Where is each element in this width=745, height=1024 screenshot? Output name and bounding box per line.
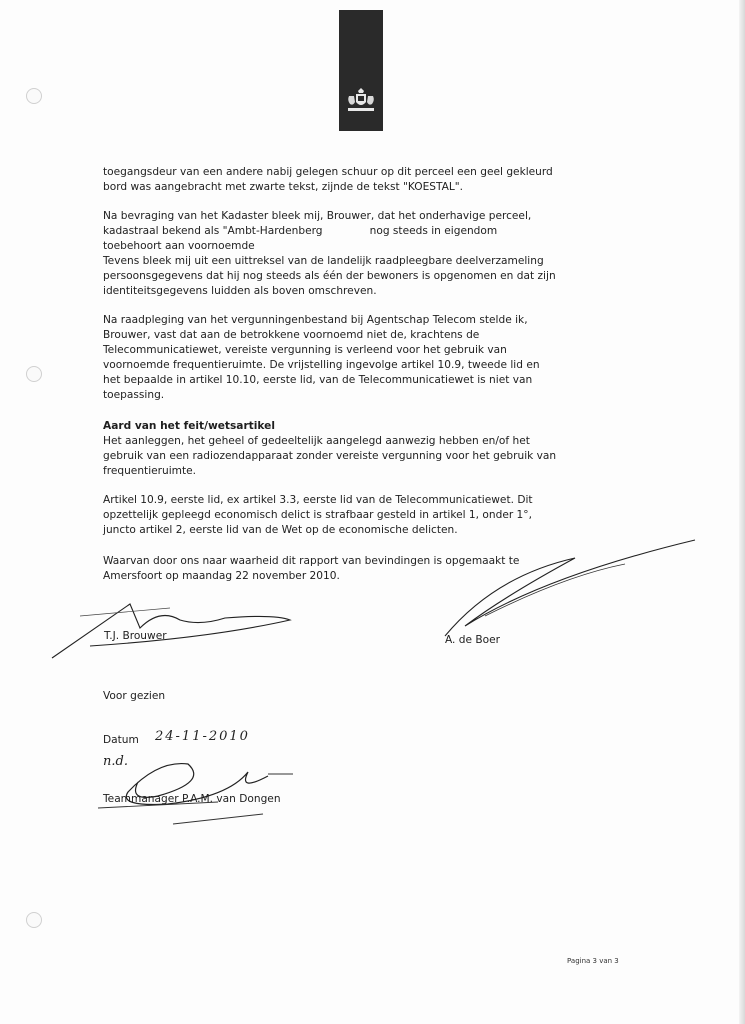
signature-de-boer bbox=[425, 536, 705, 646]
signer-brouwer: T.J. Brouwer bbox=[104, 630, 167, 642]
paragraph-vergunning: Na raadpleging van het vergunningenbestand bij Agentschap Telecom stelde ik, Brouwer, vast dat aan de betrokkene voornoemd niet de, krachtens de Telecommunicatiewet, vereiste vergunning is verleend voor het gebruik van voornoemde frequentieruimte. De vrijstelling ingevolge artikel 10.9, tweede lid en het bepaalde in artikel 10.10, eerste lid, van de Telecommunicatiewet is niet van toepassing. bbox=[103, 314, 540, 401]
government-logo-bar bbox=[339, 10, 383, 131]
section-heading: Aard van het feit/wetsartikel bbox=[103, 420, 275, 432]
royal-coat-of-arms-icon bbox=[345, 88, 377, 114]
voor-gezien-label: Voor gezien bbox=[103, 690, 166, 702]
datum-handwritten: 24-11-2010 bbox=[155, 729, 250, 744]
punch-hole-icon bbox=[26, 88, 42, 104]
signer-de-boer: A. de Boer bbox=[445, 634, 501, 646]
punch-hole-icon bbox=[26, 912, 42, 928]
signature-brouwer bbox=[50, 598, 300, 668]
punch-hole-icon bbox=[26, 366, 42, 382]
manager-signer: Teammanager P.A.M. van Dongen bbox=[103, 793, 281, 805]
paragraph-artikel: Artikel 10.9, eerste lid, ex artikel 3.3, eerste lid van de Telecommunicatiewet. Dit opzettelijk gepleegd economisch delict is strafbaar gesteld in artikel 1, onder 1°, juncto artikel 2, eerste lid van de Wet op de economische delicten. bbox=[103, 494, 533, 536]
report-body bbox=[103, 165, 593, 598]
nd-handwritten: n.d. bbox=[103, 754, 128, 769]
datum-label: Datum bbox=[103, 734, 139, 746]
page-number: Pagina 3 van 3 bbox=[567, 957, 619, 965]
paragraph-kadaster: Na bevraging van het Kadaster bleek mij, Brouwer, dat het onderhavige perceel, kadastraal bekend als "Ambt-Hardenberg nog steeds in eigendom toebehoort aan voornoemde Tevens bleek mij uit een uittreksel van de landelijk raadpleegbare deelverzameling persoonsgegevens dat hij nog steeds als één der bewoners is opgenomen en dat zijn identiteitsgegevens luidden als boven omschreven. bbox=[103, 210, 556, 297]
paragraph-schuur: toegangsdeur van een andere nabij gelegen schuur op dit perceel een geel gekleurd bord was aangebracht met zwarte tekst, zijnde de tekst "KOESTAL". bbox=[103, 166, 553, 193]
paragraph-feit: Het aanleggen, het geheel of gedeeltelijk aangelegd aanwezig hebben en/of het gebruik van een radiozendapparaat zonder vereiste vergunning voor het gebruik van frequentieruimte. bbox=[103, 435, 557, 477]
paragraph-slot: Waarvan door ons naar waarheid dit rapport van bevindingen is opgemaakt te Amersfoort op maandag 22 november 2010. bbox=[103, 555, 520, 582]
page-edge-shadow bbox=[739, 0, 745, 1024]
